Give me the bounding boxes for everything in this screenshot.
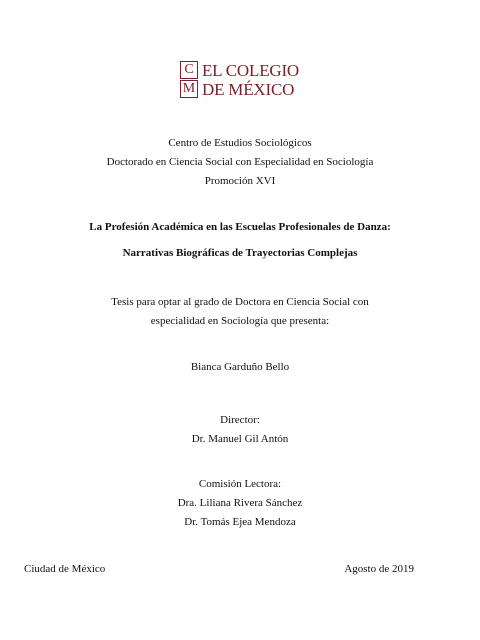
director-name: Dr. Manuel Gil Antón	[191, 433, 289, 445]
footer-date: Agosto de 2019	[344, 563, 414, 575]
cm-monogram	[180, 61, 198, 99]
monogram-m: M	[180, 80, 198, 98]
thesis-title-line2: Narrativas Biográficas de Trayectorias Complejas	[122, 247, 358, 259]
director-label: Director:	[220, 414, 260, 426]
footer-place: Ciudad de México	[24, 563, 106, 575]
author-name: Bianca Garduño Bello	[190, 361, 290, 373]
committee-member: Dr. Tomás Ejea Mendoza	[184, 516, 296, 528]
promotion: Promoción XVI	[204, 175, 276, 187]
committee-member: Dra. Liliana Rivera Sánchez	[177, 497, 303, 509]
program-name: Doctorado en Ciencia Social con Especialidad en Sociología	[106, 156, 374, 168]
logo-text-line1: EL COLEGIO	[202, 61, 299, 80]
center-name: Centro de Estudios Sociológicos	[168, 137, 312, 149]
thesis-title-line1: La Profesión Académica en las Escuelas Profesionales de Danza:	[89, 221, 391, 233]
thesis-purpose-line1: Tesis para optar al grado de Doctora en Ciencia Social con	[111, 296, 369, 308]
committee-label: Comisión Lectora:	[198, 478, 282, 490]
thesis-purpose-line2: especialidad en Sociología que presenta:	[150, 315, 330, 327]
monogram-c: C	[180, 61, 198, 79]
el-colegio-de-mexico-logo	[180, 61, 305, 101]
logo-text-line2: DE MÉXICO	[202, 80, 295, 99]
